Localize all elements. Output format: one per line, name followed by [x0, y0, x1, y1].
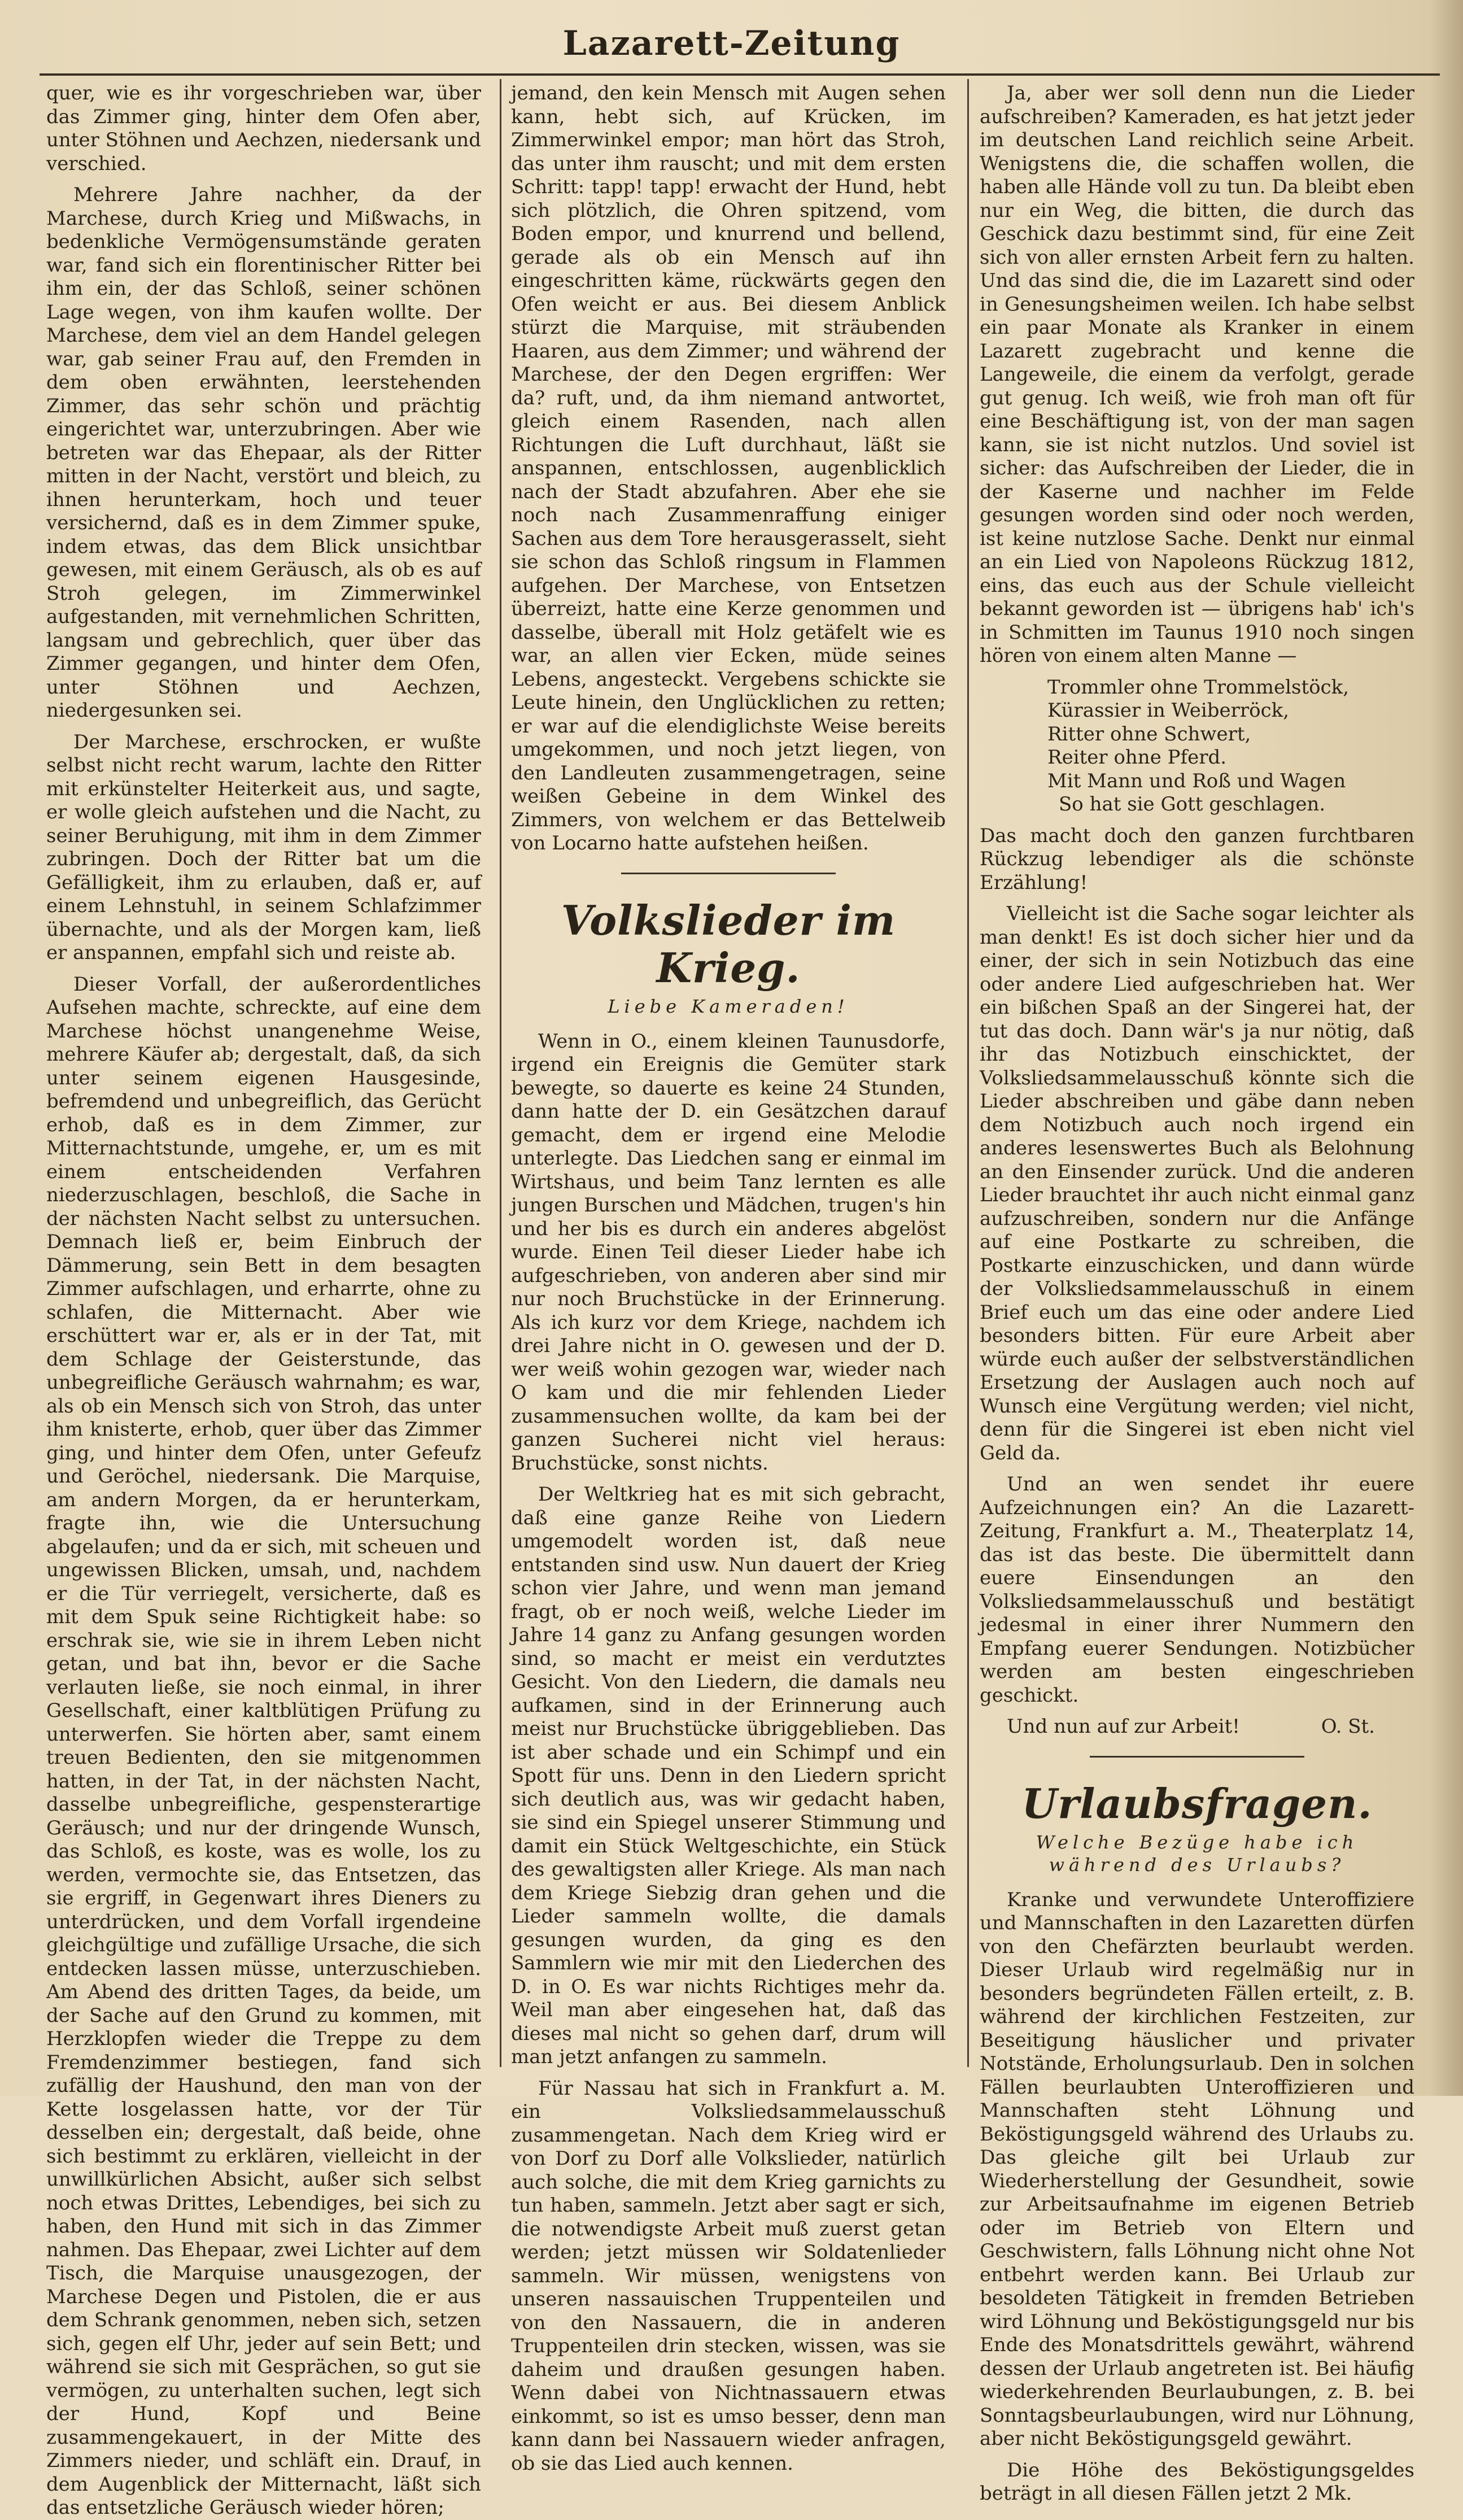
article-separator	[1090, 1756, 1304, 1758]
paragraph: Ja, aber wer soll denn nun die Lieder aufschreiben? Kameraden, es hat jetzt jeder im deutschen Land reichlich seine Arbeit. Wenigstens die, die schaffen wollen, die haben alle Hände voll zu tun. Da bleibt eben nur ein Weg, die bitten, die durch das Geschick dazu bestimmt sind, für eine Zeit sich von aller ernsten Arbeit fern zu halten. Und das sind die, die im Lazarett sind oder in Genesungsheimen weilen. Ich habe selbst ein paar Monate als Kranker in einem Lazarett zugebracht und kenne die Langeweile, die einem da verfolgt, gerade gut genug. Ich weiß, wie froh man oft für eine Beschäftigung ist, von der man sagen kann, sie ist nicht nutzlos. Und soviel ist sicher: das Aufschreiben der Lieder, die in der Kaserne und nachher im Felde gesungen worden sind oder noch werden, ist keine nutzlose Sache. Denkt nur einmal an ein Lied von Napoleons Rückzug 1812, eins, das euch aus der Schule vielleicht bekannt geworden ist — übrigens hab' ich's in Schmitten im Taunus 1910 noch singen hören von einem alten Manne —	[980, 82, 1414, 667]
poem-line: Mit Mann und Roß und Wagen	[1047, 769, 1346, 792]
poem	[980, 676, 1414, 817]
column-2	[511, 82, 946, 2475]
article-subheadline: Welche Bezüge habe ich während des Urlaubs?	[1036, 1831, 1359, 1876]
poem-line: Kürassier in Weiberröck,	[1047, 699, 1290, 722]
paragraph: Und an wen sendet ihr euere Aufzeichnungen ein? An die Lazarett-Zeitung, Frankfurt a. M., Theaterplatz 14, das ist das beste. Die übermittelt dann euere Einsendungen an den Volksliedsammelausschuß und bestätigt jedesmal in einer ihrer Nummern den Empfang euerer Sendungen. Notizbücher werden am besten eingeschrieben geschickt.	[980, 1473, 1414, 1707]
poem-line: Trommler ohne Trommelstöck,	[1047, 675, 1350, 699]
column-3	[980, 82, 1414, 2505]
salutation: Liebe Kameraden!	[608, 995, 849, 1017]
paragraph: Der Marchese, erschrocken, er wußte selbst nicht recht warum, lachte den Ritter mit erkünstelter Heiterkeit aus, und sagte, er wolle gleich aufstehen und die Nacht, zu seiner Beruhigung, mit ihm in dem Zimmer zubringen. Doch der Ritter bat um die Gefälligkeit, ihm zu erlauben, daß er, auf einem Lehnstuhl, in seinem Schlafzimmer übernachte, und als der Morgen kam, ließ er anspannen, empfahl sich und reiste ab.	[46, 730, 481, 964]
paragraph: Dieser Vorfall, der außerordentliches Aufsehen machte, schreckte, auf eine dem Marchese höchst unangenehme Weise, mehrere Käufer ab; dergestalt, daß, da sich unter seinem eigenen Hausgesinde, befremdend und unbegreiflich, das Gerücht erhob, daß es in dem Zimmer, zur Mitternachtstunde, umgehe, er, um es mit einem entscheidenden Verfahren niederzuschlagen, beschloß, die Sache in der nächsten Nacht selbst zu untersuchen. Demnach ließ er, beim Einbruch der Dämmerung, sein Bett in dem besagten Zimmer aufschlagen, und erharrte, ohne zu schlafen, die Mitternacht. Aber wie erschüttert war er, als er in der Tat, mit dem Schlage der Geisterstunde, das unbegreifliche Geräusch wahrnahm; es war, als ob ein Mensch sich von Stroh, das unter ihm knisterte, erhob, quer über das Zimmer ging, und hinter dem Ofen, unter Gefeufz und Geröchel, niedersank. Die Marquise, am andern Morgen, da er herunterkam, fragte ihn, wie die Untersuchung abgelaufen; und da er sich, mit scheuen und ungewissen Blicken, umsah, und, nachdem er die Tür verriegelt, versicherte, daß es mit dem Spuk seine Richtigkeit habe: so erschrak sie, wie sie in ihrem Leben nicht getan, und bat ihn, bevor er die Sache verlauten ließe, sie noch einmal, in ihrer Gesellschaft, einer kaltblütigen Prüfung zu unterwerfen. Sie hörten aber, samt einem treuen Bedienten, den sie mitgenommen hatten, in der Tat, in der nächsten Nacht, dasselbe unbegreifliche, gespensterartige Geräusch; und nur der dringende Wunsch, das Schloß, es koste, was es wolle, los zu werden, vermochte sie, das Entsetzen, das sie ergriff, in Gegenwart ihres Dieners zu unterdrücken, und dem Vorfall irgendeine gleichgültige und zufällige Ursache, die sich entdecken lassen müsse, unterzuschieben. Am Abend des dritten Tages, da beide, um der Sache auf den Grund zu kommen, mit Herzklopfen wieder die Treppe zu dem Fremdenzimmer bestiegen, fand sich zufällig der Haushund, den man von der Kette losgelassen hatte, vor der Tür desselben ein; dergestalt, daß beide, ohne sich bestimmt zu erklären, vielleicht in der unwillkürlichen Absicht, außer sich selbst noch etwas Drittes, Lebendiges, bei sich zu haben, den Hund mit sich in das Zimmer nahmen. Das Ehepaar, zwei Lichter auf dem Tisch, die Marquise unausgezogen, der Marchese Degen und Pistolen, die er aus dem Schrank genommen, neben sich, setzen sich, gegen elf Uhr, jeder auf sein Bett; und während sie sich mit Gesprächen, so gut sie vermögen, zu unterhalten suchen, legt sich der Hund, Kopf und Beine zusammengekauert, in der Mitte des Zimmers nieder, und schläft ein. Drauf, in dem Augenblick der Mitternacht, läßt sich das entsetzliche Geräusch wieder hören;	[46, 973, 482, 2519]
paragraph: Mehrere Jahre nachher, da der Marchese, durch Krieg und Mißwachs, in bedenkliche Vermögensumstände geraten war, fand sich ein florentinischer Ritter bei ihm ein, der das Schloß, seiner schönen Lage wegen, von ihm kaufen wollte. Der Marchese, dem viel an dem Handel gelegen war, gab seiner Frau auf, den Fremden in dem oben erwähnten, leerstehenden Zimmer, das sehr schön und prächtig eingerichtet war, unterzubringen. Aber wie betreten war das Ehepaar, als der Ritter mitten in der Nacht, verstört und bleich, zu ihnen herunterkam, hoch und teuer versichernd, daß es in dem Zimmer spuke, indem etwas, das dem Blick unsichtbar gewesen, mit einem Geräusch, als ob es auf Stroh gelegen, im Zimmerwinkel aufgestanden, mit vernehmlichen Schritten, langsam und gebrechlich, quer über das Zimmer gegangen, und hinter dem Ofen, unter Stöhnen und Aechzen, niedergesunken sei.	[46, 184, 481, 722]
paragraph: Vielleicht ist die Sache sogar leichter als man denkt! Es ist doch sicher hier und da einer, der sich in sein Notizbuch das eine oder andere Lied aufgeschrieben hat. Wer ein bißchen Spaß an der Singerei hat, der tut das doch. Dann wär's ja nur nötig, daß ihr das Notizbuch einschicktet, der Volksliedsammelausschuß könnte sich die Lieder abschreiben und gäbe dann neben dem Notizbuch auch noch irgend ein anderes lesenswertes Buch als Belohnung an den Einsender zurück. Und die anderen Lieder brauchtet ihr auch nicht einmal ganz aufzuschreiben, sondern nur die Anfänge auf eine Postkarte zu schreiben, die Postkarte einzuschicken, und dann würde der Volksliedsammelausschuß in einem Brief euch um das eine oder andere Lied besonders bitten. Für eure Arbeit aber würde euch außer der selbstverständlichen Ersetzung der Auslagen auch noch auf Wunsch eine Vergütung werden; viel nicht, denn für die Singerei ist eben nicht viel Geld da.	[980, 903, 1414, 1464]
article-separator	[621, 873, 836, 874]
paragraph: Die Höhe des Beköstigungsgeldes beträgt in all diesen Fällen jetzt 2 Mk.	[980, 2458, 1414, 2505]
page-edge-shadow	[1429, 0, 1463, 2096]
paragraph: Für Nassau hat sich in Frankfurt a. M. ein Volksliedsammelausschuß zusammengetan. Nach dem Krieg wird er von Dorf zu Dorf alle Volkslieder, natürlich auch solche, die mit dem Krieg garnichts zu tun haben, sammeln. Jetzt aber sagt er sich, die notwendigste Arbeit muß zuerst getan werden; jetzt müssen wir Soldatenlieder sammeln. Wir müssen, wenigstens von unseren nassauischen Truppenteilen und von den Nassauern, die in anderen Truppenteilen drin stecken, wissen, was sie daheim und draußen gesungen haben. Wenn dabei von Nichtnassauern etwas einkommt, so ist es umso besser, denn man kann dann bei Nassauern wieder anfragen, ob sie das Lied auch kennen.	[511, 2077, 946, 2475]
paragraph: Das macht doch den ganzen furchtbaren Rückzug lebendiger als die schönste Erzählung!	[980, 824, 1414, 894]
signoff	[980, 1715, 1414, 1739]
column-1	[46, 82, 482, 2519]
poem-line: Reiter ohne Pferd.	[1047, 746, 1227, 769]
article-headline: Urlaubsfragen.	[1021, 1779, 1373, 1828]
paragraph: Der Weltkrieg hat es mit sich gebracht, daß eine ganze Reihe von Liedern umgemodelt worden ist, daß neue entstanden sind usw. Nun dauert der Krieg schon vier Jahre, und wenn man jemand fragt, ob er noch weiß, welche Lieder im Jahre 14 ganz zu Anfang gesungen worden sind, so macht er meist ein verdutztes Gesicht. Von den Liedern, die damals neu aufkamen, sind in der Erinnerung auch meist nur Bruchstücke übriggeblieben. Das ist aber schade und ein Schimpf und ein Spott für uns. Denn in den Liedern spricht sich deutlich aus, was wir gedacht haben, sie sind ein Spiegel unserer Stimmung und damit ein Stück Weltgeschichte, ein Stück des gewaltigsten aller Kriege. Als man nach dem Kriege Siebzig dran gehen und die Lieder sammeln wollte, die damals gesungen wurden, da ging es den Sammlern wie mir mit den Liederchen des D. in O. Es war nichts Richtiges mehr da. Weil man aber eingesehen hat, daß das dieses mal nicht so gehen darf, drum will man jetzt anfangen zu sammeln.	[511, 1483, 946, 2068]
paragraph: Wenn in O., einem kleinen Taunusdorfe, irgend ein Ereignis die Gemüter stark bewegte, so dauerte es keine 24 Stunden, dann hatte der D. ein Gesätzchen darauf gemacht, dem er irgend eine Melodie unterlegte. Das Liedchen sang er einmal im Wirtshaus, und beim Tanz lernten es alle jungen Burschen und Mädchen, trugen's hin und her bis es durch ein anderes abgelöst wurde. Einen Teil dieser Lieder habe ich aufgeschrieben, von anderen aber sind mir nur noch Bruchstücke in der Erinnerung. Als ich kurz vor dem Kriege, nachdem ich drei Jahre nicht in O. gewesen und der D. wer weiß wohin gezogen war, wieder nach O kam und die mir fehlenden Lieder zusammensuchen wollte, da kam bei der ganzen Sucherei nicht viel heraus: Bruchstücke, sonst nichts.	[511, 1030, 946, 1475]
column-divider	[500, 79, 501, 2067]
author-initials: O. St.	[1321, 1715, 1375, 1738]
poem-line: Ritter ohne Schwert,	[1047, 722, 1251, 745]
masthead-rule	[40, 73, 1440, 76]
masthead: Lazarett-Zeitung	[562, 24, 901, 63]
paragraph: quer, wie es ihr vorgeschrieben war, über das Zimmer ging, hinter dem Ofen aber, unter Stöhnen und Aechzen, niedersank und verschied.	[46, 82, 481, 175]
article-headline: Volkslieder im Krieg.	[561, 896, 896, 992]
paragraph: Kranke und verwundete Unteroffiziere und Mannschaften in den Lazaretten dürfen von den Chefärzten beurlaubt werden. Dieser Urlaub wird regelmäßig nur in besonders begründeten Fällen erteilt, z. B. während der kirchlichen Festzeiten, zur Beseitigung häuslicher und privater Notstände, Erholungsurlaub. Den in solchen Fällen beurlaubten Unteroffizieren und Mannschaften steht Löhnung und Beköstigungsgeld während des Urlaubs zu. Das gleiche gilt bei Urlaub zur Wiederherstellung der Gesundheit, sowie zur Arbeitsaufnahme im eigenen Betrieb oder im Betrieb von Eltern und Geschwistern, falls Löhnung nicht ohne Not entbehrt werden kann. Bei Urlaub zur besoldeten Tätigkeit in fremden Betrieben wird Löhnung und Beköstigungsgeld nur bis Ende des Monatsdrittels gewährt, während dessen der Urlaub angetreten ist. Bei häufig wiederkehrenden Beurlaubungen, z. B. bei Sonntagsbeurlaubungen, wird nur Löhnung, aber nicht Beköstigungsgeld gewährt.	[980, 1888, 1414, 2450]
paragraph: jemand, den kein Mensch mit Augen sehen kann, hebt sich, auf Krücken, im Zimmerwinkel empor; man hört das Stroh, das unter ihm rauscht; und mit dem ersten Schritt: tapp! tapp! erwacht der Hund, hebt sich plötzlich, die Ohren spitzend, vom Boden empor, und knurrend und bellend, gerade als ob ein Mensch auf ihn eingeschritten käme, rückwärts gegen den Ofen weicht er aus. Bei diesem Anblick stürzt die Marquise, mit sträubenden Haaren, aus dem Zimmer; und während der Marchese, der den Degen ergriffen: Wer da? ruft, und, da ihm niemand antwortet, gleich einem Rasenden, nach allen Richtungen die Luft durchhaut, läßt sie anspannen, entschlossen, augenblicklich nach der Stadt abzufahren. Aber ehe sie noch nach Zusammenraffung einiger Sachen aus dem Tore herausgerasselt, sieht sie schon das Schloß ringsum in Flammen aufgehen. Der Marchese, von Entsetzen überreizt, hatte eine Kerze genommen und dasselbe, überall mit Holz getäfelt wie es war, an allen vier Ecken, müde seines Lebens, angesteckt. Vergebens schickte sie Leute hinein, den Unglücklichen zu retten; er war auf die elendiglichste Weise bereits umgekommen, und noch jetzt liegen, von den Landleuten zusammengetragen, seine weißen Gebeine in dem Winkel des Zimmers, von welchem er das Bettelweib von Locarno hatte aufstehen heißen.	[511, 82, 946, 854]
closing-line: Und nun auf zur Arbeit!	[1007, 1715, 1240, 1738]
poem-line: So hat sie Gott geschlagen.	[1059, 793, 1326, 816]
column-divider	[967, 79, 969, 2067]
